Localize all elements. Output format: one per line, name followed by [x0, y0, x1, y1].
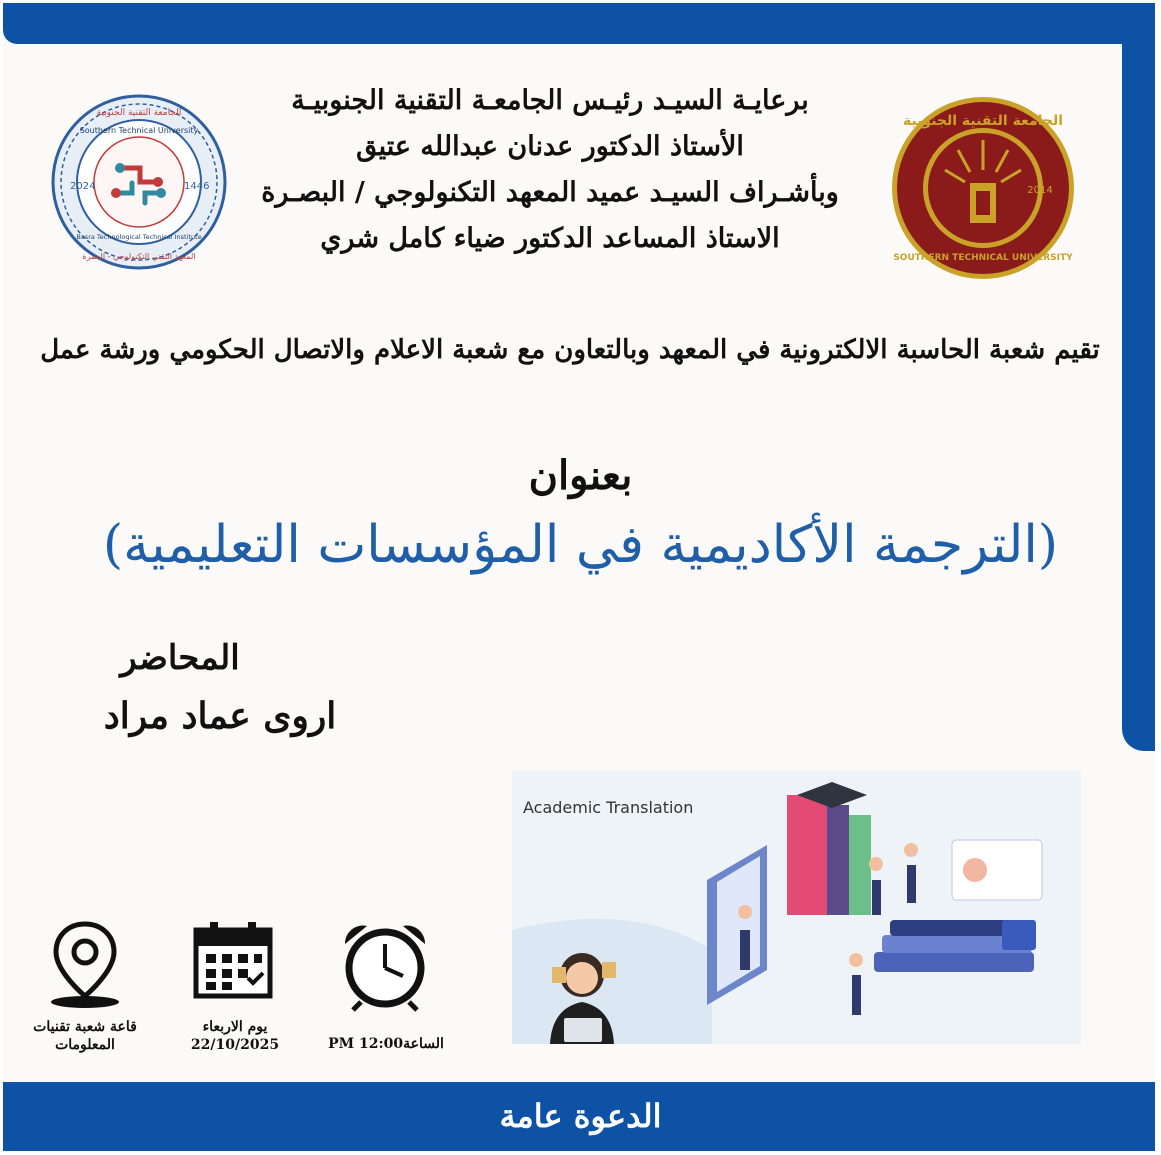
academic-translation-illustration [512, 770, 1081, 1044]
illustration-graphic [512, 770, 1081, 1044]
location-line-1: قاعة شعبة تقنيات [33, 1019, 137, 1035]
university-logo [890, 95, 1076, 281]
illustration-caption: Academic Translation [523, 798, 694, 817]
location-text [20, 1018, 150, 1054]
title-label: بعنوان [528, 452, 633, 499]
logo-left-ring-text-ar-2: المعهد التقني التكنولوجي - البصرة [82, 252, 196, 261]
date-line-1: يوم الاربعاء [202, 1019, 268, 1035]
institute-logo [50, 93, 228, 271]
workshop-title: (الترجمة الأكاديمية في المؤسسات التعليمية) [102, 515, 1059, 575]
logo-left-ring-text-2: Basra Technological Technical Institute [76, 233, 202, 241]
sponsorship-block [240, 78, 860, 262]
calendar-icon [192, 918, 274, 1000]
sponsorship-line-4: الاستاذ المساعد الدكتور ضياء كامل شري [320, 223, 780, 254]
logo-right-ring-text-en: SOUTHERN TECHNICAL UNIVERSITY [893, 253, 1073, 263]
top-blue-band [3, 3, 1155, 44]
location-line-2: المعلومات [55, 1037, 115, 1053]
logo-left-hijri-year: 1446 [184, 181, 210, 192]
date-text [170, 1018, 300, 1054]
intro-text: تقيم شعبة الحاسبة الالكترونية في المعهد وبالتعاون مع شعبة الاعلام والاتصال الحكومي ورشة عمل [40, 335, 1100, 365]
logo-left-year: 2024 [70, 181, 96, 192]
time-text: الساعة12:00 PM [328, 1036, 444, 1052]
lecturer-label: المحاضر [120, 638, 240, 678]
logo-right-ring-text-ar: الجامعة التقنية الجنوبية [902, 113, 1064, 129]
lecturer-name: اروى عماد مراد [103, 695, 337, 737]
footer-text: الدعوة عامة [499, 1097, 662, 1135]
alarm-clock-icon [337, 918, 433, 1014]
date-line-2: 22/10/2025 [190, 1037, 280, 1053]
logo-left-ring-text-ar: الجامعة التقنية الجنوبية [96, 108, 182, 118]
sponsorship-line-2: الأستاذ الدكتور عدنان عبدالله عتيق [356, 131, 744, 162]
right-blue-band [1122, 3, 1155, 751]
logo-left-ring-text: Southern Technical University [79, 126, 199, 135]
sponsorship-line-3: وبأشـراف السيـد عميد المعهد التكنولوجي / البصـرة [261, 177, 839, 208]
logo-right-year: 2014 [1027, 185, 1053, 196]
location-pin-icon [46, 918, 124, 1010]
sponsorship-line-1: برعايـة السيـد رئيـس الجامعـة التقنية الجنوبيـة [291, 85, 809, 116]
